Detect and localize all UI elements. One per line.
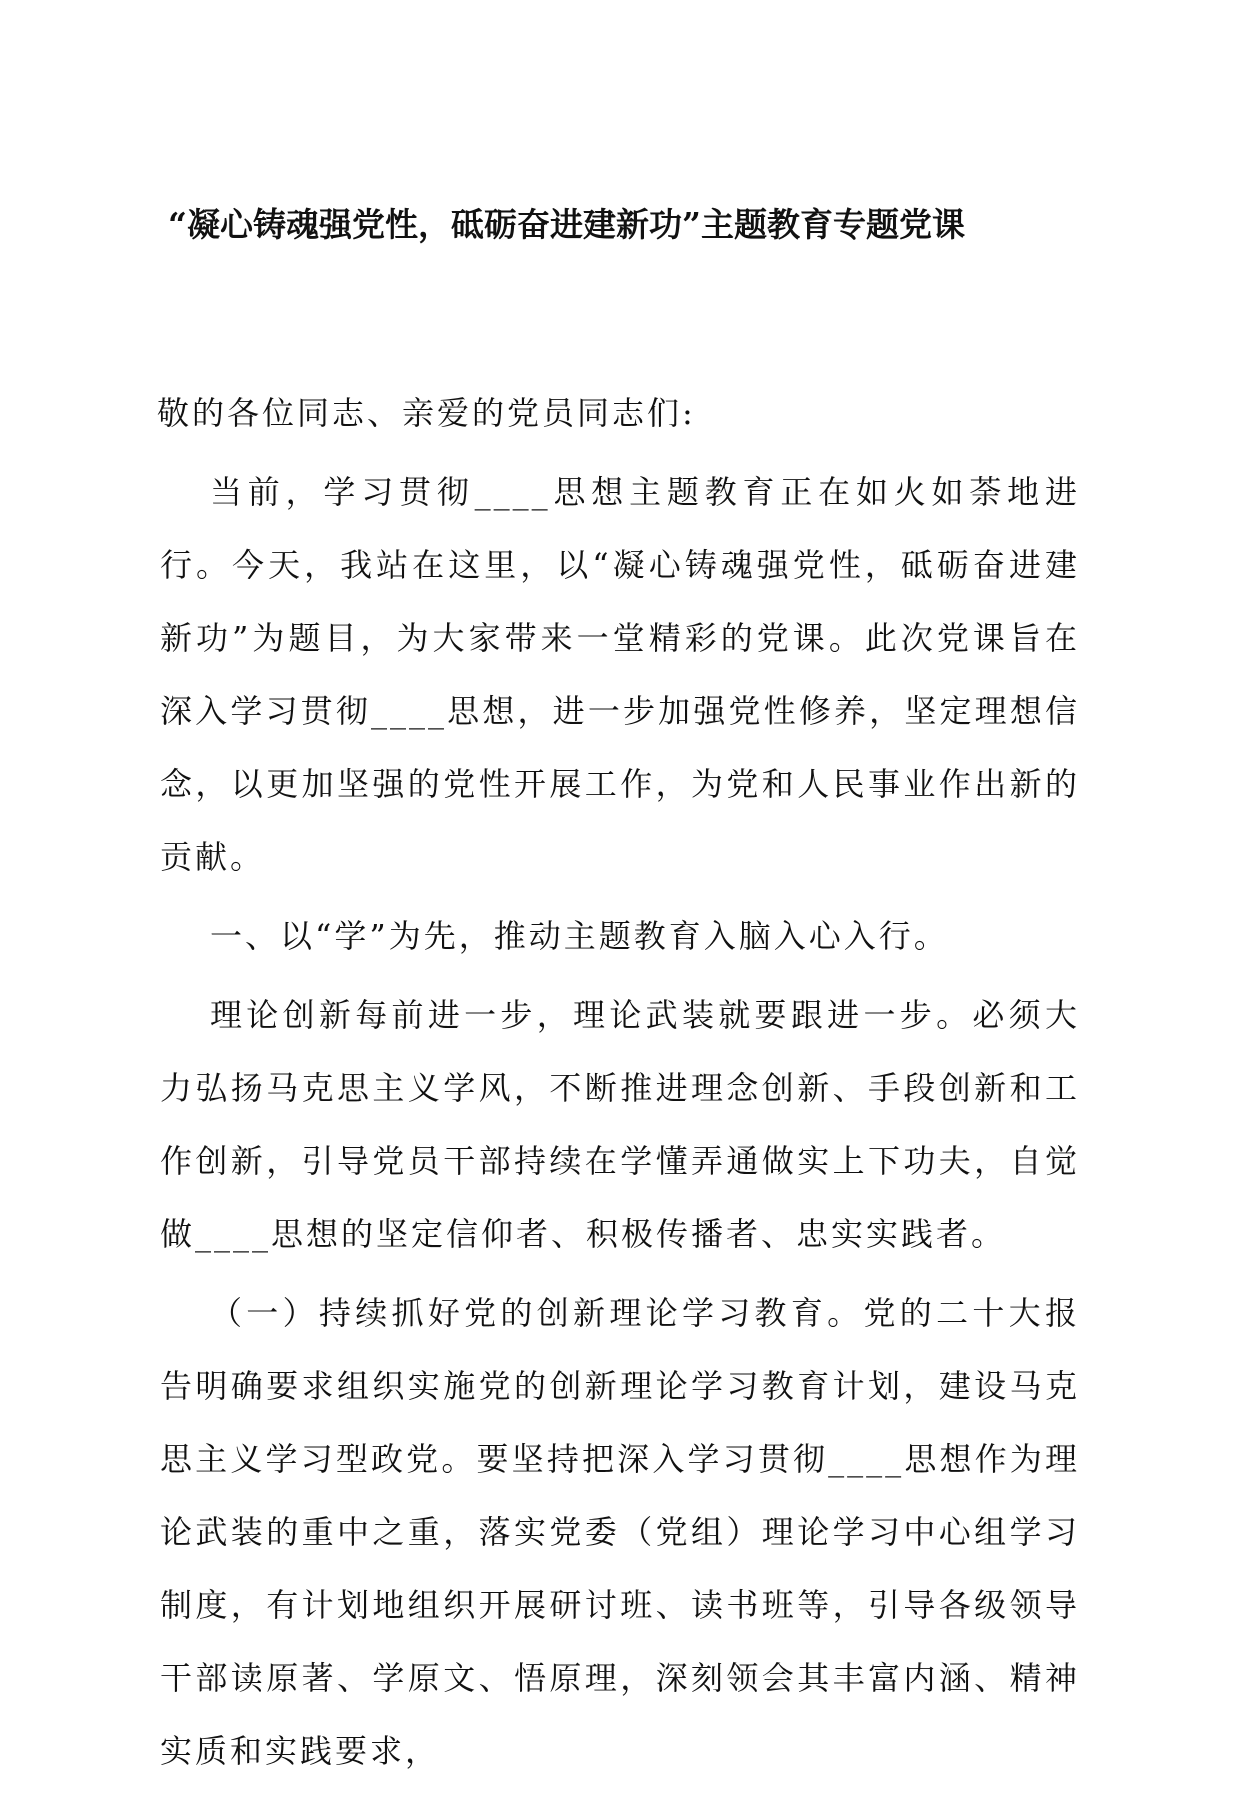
document-title: “凝心铸魂强党性，砥砺奋进建新功”主题教育专题党课 xyxy=(168,205,965,244)
section-1-paragraph: 理论创新每前进一步，理论武装就要跟进一步。必须大力弘扬马克思主义学风，不断推进理念创新、手段创新和工作创新，引导党员干部持续在学懂弄通做实上下功夫，自觉做____思想的坚定信仰者、积极传播者、忠实实践者。 xyxy=(160,996,1080,1253)
document-body xyxy=(157,377,1080,1794)
section-heading-1: 一、以“学”为先，推动主题教育入脑入心入行。 xyxy=(210,917,949,955)
subsection-1-paragraph: （一）持续抓好党的创新理论学习教育。党的二十大报告明确要求组织实施党的创新理论学习教育计划，建设马克思主义学习型政党。要坚持把深入学习贯彻____思想作为理论武装的重中之重，落实党委（党组）理论学习中心组学习制度，有计划地组织开展研讨班、读书班等，引导各级领导干部读原著、学原文、悟原理，深刻领会其丰富内涵、精神实质和实践要求， xyxy=(160,1294,1080,1770)
salutation: 敬的各位同志、亲爱的党员同志们: xyxy=(157,394,696,432)
intro-paragraph: 当前，学习贯彻____思想主题教育正在如火如荼地进行。今天，我站在这里，以“凝心铸魂强党性，砥砺奋进建新功”为题目，为大家带来一堂精彩的党课。此次党课旨在深入学习贯彻____思想，进一步加强党性修养，坚定理想信念，以更加坚强的党性开展工作，为党和人民事业作出新的贡献。 xyxy=(160,473,1080,876)
